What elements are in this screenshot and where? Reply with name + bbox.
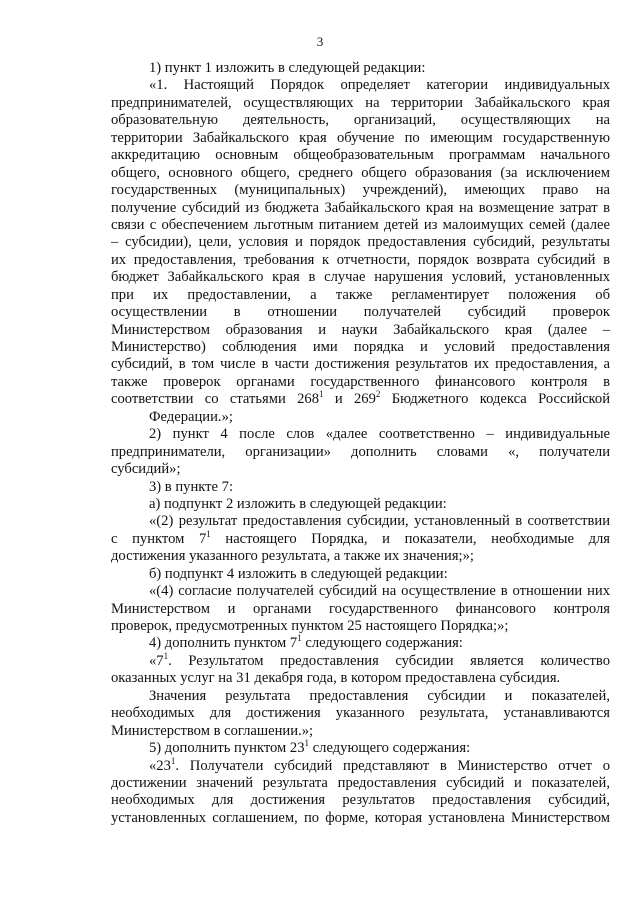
- line-text: достижении значений результата предоставления субсидий и показателей,: [111, 774, 610, 791]
- text-line: [111, 269, 610, 286]
- line-text: соответствии со статьями 268: [111, 391, 320, 408]
- text-line: [111, 583, 610, 600]
- line-text: настоящего Порядка, и показатели, необходимые для: [210, 530, 610, 547]
- page-number: 3: [316, 34, 324, 49]
- text-line: [111, 217, 610, 234]
- line-text: «1. Настоящий Порядок определяет категории индивидуальных: [149, 77, 610, 94]
- text-line: [111, 740, 610, 757]
- text-line: [111, 548, 610, 565]
- line-text: проверок, предусмотренных пунктом 25 настоящего Порядка;»;: [111, 618, 509, 634]
- document-body: [111, 60, 610, 827]
- text-line: [111, 775, 610, 792]
- text-line: [111, 810, 610, 827]
- text-line: [111, 391, 610, 408]
- line-text: Бюджетного кодекса Российской: [380, 391, 611, 408]
- text-line: [111, 77, 610, 94]
- line-text: и 269: [323, 391, 376, 408]
- text-line: [111, 426, 610, 443]
- line-text: субсидий, в том числе в части достижения результатов их предоставления, а: [111, 356, 610, 373]
- superscript: 1: [170, 755, 176, 766]
- line-text: оказанных услуг на 31 декабря года, в котором предоставлена субсидия.: [111, 670, 561, 687]
- line-text: Значения результата предоставления субсидии и показателей,: [149, 687, 610, 704]
- line-text: общего, основного общего, среднего общего образования (за исключением: [111, 164, 610, 181]
- line-text: с пунктом 7: [111, 530, 207, 547]
- text-line: [111, 496, 610, 513]
- line-text: получение субсидий из бюджета Забайкальского края на возмещение затрат в: [111, 199, 610, 216]
- line-text: Министерством образования и науки Забайкальского края (далее –: [111, 321, 610, 338]
- line-text: – субсидии), цели, условия и порядок предоставления субсидий, результаты: [111, 234, 610, 251]
- text-line: [111, 528, 610, 548]
- text-line: [111, 165, 610, 182]
- line-text: . Результатом предоставления субсидии является количество: [168, 652, 610, 669]
- superscript: 1: [304, 738, 310, 749]
- text-line: [111, 339, 610, 356]
- text-line: [111, 688, 610, 705]
- text-line: [111, 304, 610, 321]
- line-text: осуществлении в отношении получателей субсидий проверок: [111, 304, 610, 321]
- line-text: б) подпункт 4 изложить в следующей редакции:: [149, 565, 448, 582]
- text-line: [111, 650, 610, 670]
- text-line: [111, 461, 610, 478]
- line-text: следующего содержания:: [301, 635, 463, 652]
- line-text: государственных (муниципальных) учреждений), имеющих право на: [111, 182, 610, 199]
- text-line: [111, 635, 610, 652]
- line-text: следующего содержания:: [309, 740, 471, 757]
- line-text: а) подпункт 2 изложить в следующей редакции:: [149, 495, 447, 512]
- superscript: 1: [163, 650, 169, 661]
- text-line: [111, 601, 610, 618]
- line-text: предпринимателей, осуществляющих на территории Забайкальского края: [111, 94, 610, 111]
- line-text: предприниматели, организации» дополнить словами «, получатели: [111, 443, 610, 460]
- line-text: Министерство) соблюдения ими порядка и условий предоставления: [111, 339, 610, 355]
- line-text: . Получатели субсидий представляют в Министерство отчет о: [175, 757, 610, 774]
- text-line: [111, 356, 610, 373]
- line-text: связи с обеспечением льготным питанием детей из малоимущих семей (далее: [111, 216, 610, 233]
- superscript: 1: [206, 528, 211, 539]
- text-line: [111, 95, 610, 112]
- line-text: установленных соглашением, по форме, которая установлена Министерством: [111, 809, 610, 826]
- line-text: необходимых для достижения результатов предоставления субсидий,: [111, 792, 610, 809]
- line-text: образовательную деятельность, организаций, осуществляющих на: [111, 112, 610, 129]
- line-text: Министерством в соглашении.»;: [111, 722, 314, 739]
- superscript: 1: [319, 389, 324, 400]
- line-text: территории Забайкальского края обучение по имеющим государственную: [111, 129, 610, 146]
- line-text: 3) в пункте 7:: [149, 478, 234, 495]
- text-line: [111, 409, 610, 426]
- text-line: [111, 147, 610, 164]
- line-text: 4) дополнить пунктом 7: [149, 635, 298, 652]
- text-line: [111, 444, 610, 461]
- line-text: бюджет Забайкальского края в случае нарушения условий, установленных: [111, 269, 610, 286]
- text-line: [111, 670, 610, 687]
- line-text: 5) дополнить пунктом 23: [149, 740, 305, 757]
- line-text: аккредитацию основным общеобразовательным программам начального: [111, 147, 610, 164]
- text-line: [111, 513, 610, 530]
- text-line: [111, 287, 610, 304]
- text-line: [111, 705, 610, 722]
- line-text: «23: [149, 757, 171, 774]
- text-line: [111, 112, 610, 129]
- text-line: [111, 723, 610, 740]
- text-line: [111, 755, 610, 775]
- line-text: Министерством и органами государственного финансового контроля: [111, 600, 610, 617]
- text-line: [111, 792, 610, 809]
- text-line: [111, 374, 610, 391]
- line-text: «(4) согласие получателей субсидий на осуществление в отношении них: [149, 583, 610, 600]
- text-line: [111, 566, 610, 583]
- text-line: [111, 182, 610, 199]
- line-text: их предоставления, требования к отчетности, порядок возврата субсидий в: [111, 251, 610, 268]
- line-text: субсидий»;: [111, 461, 181, 478]
- line-text: 2) пункт 4 после слов «далее соответственно – индивидуальные: [149, 426, 610, 443]
- superscript: 2: [375, 389, 381, 400]
- line-text: необходимых для достижения указанного результата, устанавливаются: [111, 705, 610, 722]
- text-line: [111, 200, 610, 217]
- line-text: также проверок органами государственного финансового контроля в: [111, 373, 610, 390]
- text-line: [111, 234, 610, 251]
- text-line: [111, 479, 610, 496]
- superscript: 1: [297, 633, 302, 644]
- text-line: [111, 60, 610, 77]
- text-line: [111, 130, 610, 147]
- text-line: [111, 252, 610, 269]
- line-text: Федерации.»;: [149, 408, 233, 425]
- line-text: 1) пункт 1 изложить в следующей редакции:: [149, 60, 426, 76]
- text-line: [111, 618, 610, 635]
- line-text: «(2) результат предоставления субсидии, установленный в соответствии: [149, 513, 610, 530]
- line-text: достижения указанного результата, а также их значения;»;: [111, 548, 474, 565]
- line-text: при их предоставлении, а также регламентирует положения об: [111, 286, 610, 303]
- text-line: [111, 322, 610, 339]
- line-text: «7: [149, 652, 164, 669]
